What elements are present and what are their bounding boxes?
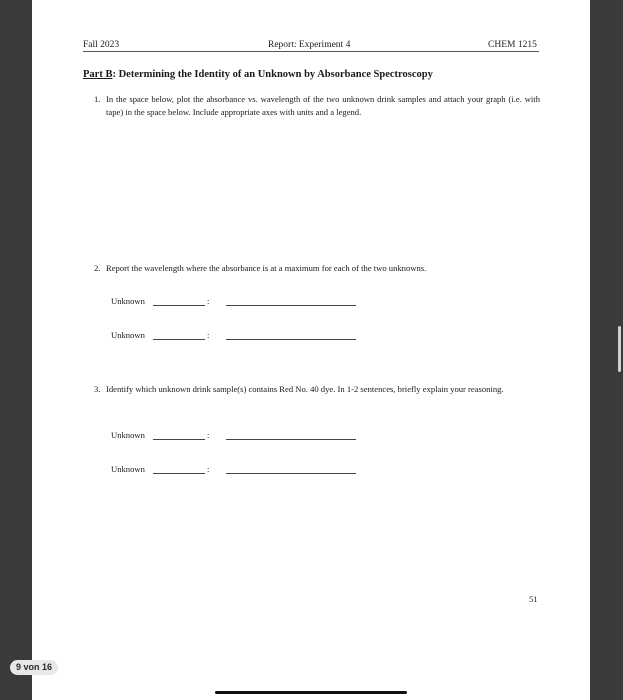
question-1-text: In the space below, plot the absorbance vs. wavelength of the two unknown drink samples and attach your graph (i.e. with tape) in the space below. Include appropriate axes with units and a legend. [106, 94, 540, 117]
scrollbar-thumb[interactable] [618, 326, 621, 372]
answer-colon: : [207, 296, 210, 306]
page-number: 51 [529, 594, 538, 604]
unknown-id-blank[interactable] [153, 305, 205, 306]
part-b-label: Part B [83, 69, 113, 80]
page-indicator-badge: 9 von 16 [10, 660, 58, 675]
question-2-text: Report the wavelength where the absorbance is at a maximum for each of the two unknowns. [106, 263, 427, 273]
question-2 [94, 262, 540, 275]
answer-label: Unknown [111, 464, 145, 474]
question-1 [94, 93, 540, 118]
answer-colon: : [207, 464, 210, 474]
question-3 [94, 383, 540, 396]
answer-row-q2-b [111, 330, 361, 342]
answer-colon: : [207, 430, 210, 440]
answer-label: Unknown [111, 430, 145, 440]
part-b-heading [83, 69, 433, 80]
header-course-code: CHEM 1215 [488, 40, 537, 50]
left-viewer-gutter [0, 0, 32, 700]
home-indicator-bar[interactable] [215, 691, 407, 694]
header-report-title: Report: Experiment 4 [268, 40, 351, 50]
question-1-number: 1. [94, 94, 101, 104]
question-2-number: 2. [94, 263, 101, 273]
reasoning-answer-blank[interactable] [226, 439, 356, 440]
answer-label: Unknown [111, 330, 145, 340]
answer-row-q2-a [111, 296, 361, 308]
unknown-id-blank[interactable] [153, 439, 205, 440]
unknown-id-blank[interactable] [153, 339, 205, 340]
document-page[interactable] [32, 0, 590, 700]
wavelength-answer-blank[interactable] [226, 339, 356, 340]
question-3-number: 3. [94, 384, 101, 394]
wavelength-answer-blank[interactable] [226, 305, 356, 306]
unknown-id-blank[interactable] [153, 473, 205, 474]
reasoning-answer-blank[interactable] [226, 473, 356, 474]
answer-label: Unknown [111, 296, 145, 306]
answer-colon: : [207, 330, 210, 340]
question-3-text: Identify which unknown drink sample(s) contains Red No. 40 dye. In 1-2 sentences, briefly explain your reasoning. [106, 384, 504, 394]
part-b-title: : Determining the Identity of an Unknown by Absorbance Spectroscopy [112, 69, 433, 80]
header-semester: Fall 2023 [83, 40, 120, 50]
answer-row-q3-b [111, 464, 361, 476]
answer-row-q3-a [111, 430, 361, 442]
header-rule [83, 51, 539, 52]
